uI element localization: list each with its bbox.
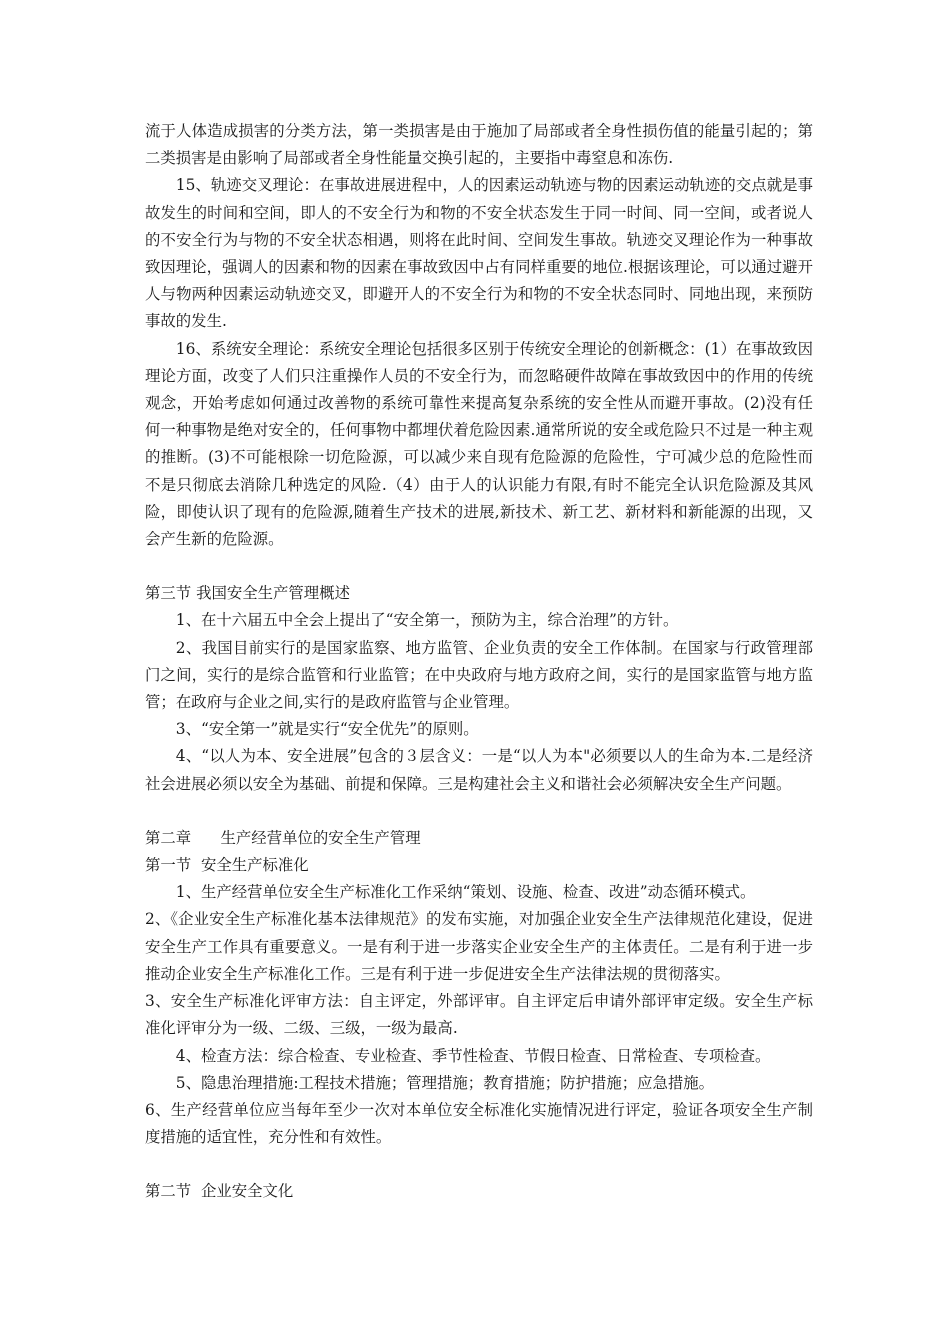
paragraph-item: 1、在十六届五中全会上提出了“安全第一，预防为主，综合治理”的方针。 [175,611,679,630]
paragraph-item: 4、检查方法：综合检查、专业检查、季节性检查、节假日检查、日常检查、专项检查。 [175,1046,771,1065]
chapter-heading: 第二章 生产经营单位的安全生产管理 [145,828,421,847]
paragraph-item: 2、《企业安全生产标准化基本法律规范》的发布实施，对加强企业安全生产法律规范化建设，促进安全生产工作具有重要意义。一是有利于进一步落实企业安全生产的主体责任。二是有利于进一步推动企业安全生产标准化工作。三是有利于进一步促进安全生产法律法规的贯彻落实。 [145,910,813,983]
paragraph-15-trajectory-theory: 15、轨迹交叉理论：在事故进展进程中，人的因素运动轨迹与物的因素运动轨迹的交点就是事故发生的时间和空间，即人的不安全行为和物的不安全状态发生于同一时间、同一空间，或者说人的不安全行为与物的不安全状态相遇，则将在此时间、空间发生事故。轨迹交叉理论作为一种事故致因理论，强调人的因素和物的因素在事故致因中占有同样重要的地位.根据该理论，可以通过避开人与物两种因素运动轨迹交叉，即避开人的不安全行为和物的不安全状态同时、同地出现，来预防事故的发生. [145,176,813,331]
spacer [145,798,813,825]
paragraph-item: 6、生产经营单位应当每年至少一次对本单位安全标准化实施情况进行评定，验证各项安全生产制度措施的适宜性，充分性和有效性。 [145,1100,813,1147]
paragraph-intro: 流于人体造成损害的分类方法，第一类损害是由于施加了局部或者全身性损伤值的能量引起的；第二类损害是由影响了局部或者全身性能量交换引起的，主要指中毒窒息和冻伤. [145,122,813,168]
spacer [145,1151,813,1178]
paragraph-item: 5、隐患治理措施:工程技术措施；管理措施；教育措施；防护措施；应急措施。 [175,1073,715,1092]
document-page [145,118,813,1206]
section-heading: 第三节 我国安全生产管理概述 [145,584,350,603]
section-heading: 第二节 企业安全文化 [145,1182,294,1201]
paragraph-item: 4、“以人为本、安全进展”包含的３层含义：一是“以人为本"必须要以人的生命为本.二是经济社会进展必须以安全为基础、前提和保障。三是构建社会主义和谐社会必须解决安全生产问题。 [145,747,813,793]
paragraph-item: 3、“安全第一”就是实行“安全优先”的原则。 [175,720,479,739]
paragraph-item: 1、生产经营单位安全生产标准化工作采纳“策划、设施、检查、改进”动态循环模式。 [175,883,756,902]
spacer [145,553,813,580]
paragraph-item: 2、我国目前实行的是国家监察、地方监管、企业负责的安全工作体制。在国家与行政管理部门之间，实行的是综合监管和行业监管；在中央政府与地方政府之间，实行的是国家监管与地方监管；在政府与企业之间,实行的是政府监管与企业管理。 [145,638,813,712]
section-heading: 第一节 安全生产标准化 [145,856,309,875]
paragraph-16-system-safety-theory: 16、系统安全理论：系统安全理论包括很多区别于传统安全理论的创新概念：(1）在事故致因理论方面，改变了人们只注重操作人员的不安全行为，而忽略硬件故障在事故致因中的作用的传统观念，开始考虑如何通过改善物的系统可靠性来提高复杂系统的安全性从而避开事故。(2)没有任何一种事物是绝对安全的，任何事物中都埋伏着危险因素.通常所说的安全或危险只不过是一种主观的推断。(3)不可能根除一切危险源，可以减少来自现有危险源的危险性，宁可减少总的危险性而不是只彻底去消除几种选定的风险.（4）由于人的认识能力有限,有时不能完全认识危险源及其风险，即使认识了现有的危险源,随着生产技术的进展,新技术、新工艺、新材料和新能源的出现，又会产生新的危险源。 [145,339,813,549]
paragraph-item: 3、安全生产标准化评审方法：自主评定，外部评审。自主评定后申请外部评审定级。安全生产标准化评审分为一级、二级、三级，一级为最高. [145,992,813,1038]
